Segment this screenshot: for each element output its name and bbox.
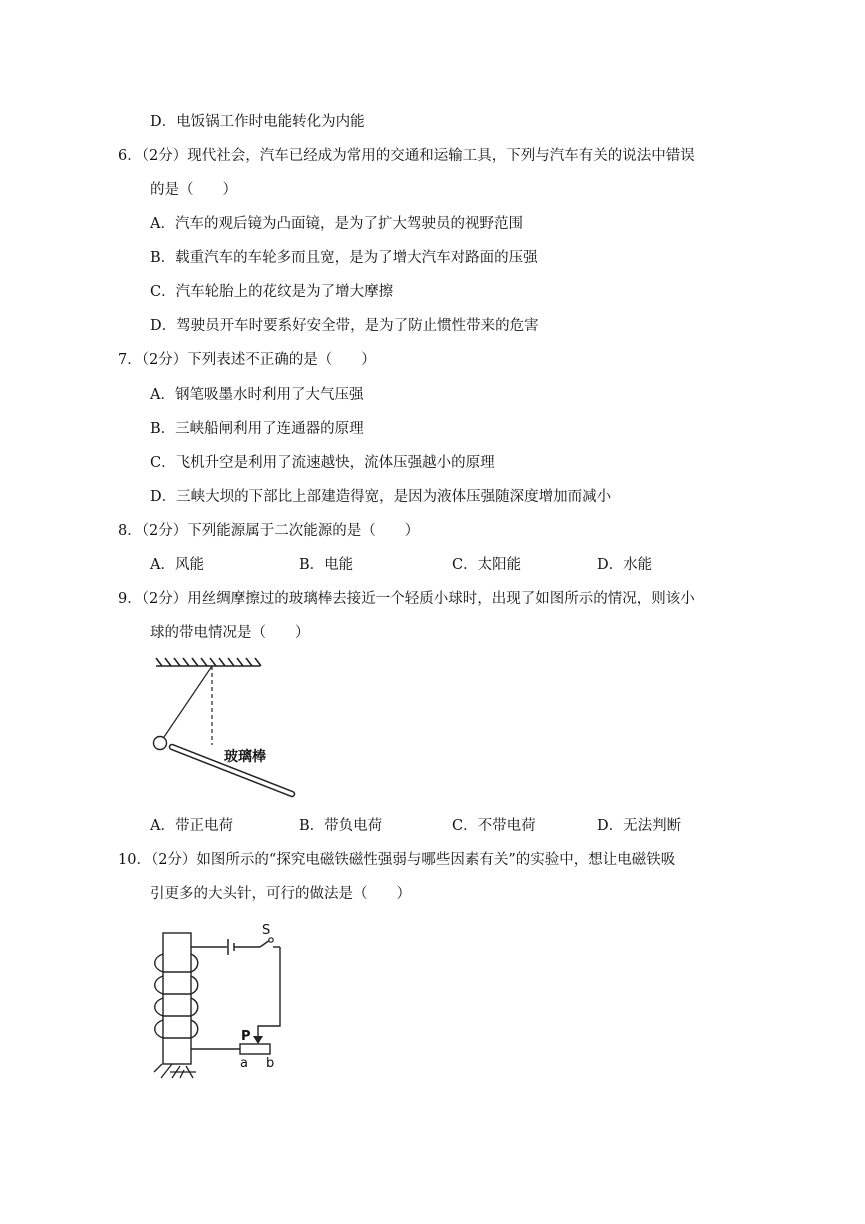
light-ball: [154, 737, 167, 750]
ground-hatch: [154, 1064, 196, 1078]
q8-option-b: B．电能: [299, 557, 354, 573]
switch-label: S: [262, 923, 271, 938]
q6-stem-line1: 6．（2分）现代社会，汽车已经成为常用的交通和运输工具，下列与汽车有关的说法中错误: [118, 148, 695, 164]
end-b-label: b: [266, 1056, 275, 1071]
q8-option-c: C．太阳能: [452, 557, 522, 573]
rheostat: [240, 1044, 270, 1054]
q6-stem-line2: 的是（ ）: [150, 182, 237, 198]
q9-stem-line2: 球的带电情况是（ ）: [150, 625, 310, 641]
q9-option-c: C．不带电荷: [452, 818, 536, 834]
q7-option-b: B．三峡船闸利用了连通器的原理: [150, 421, 364, 437]
suspension-thread: [164, 666, 212, 737]
q6-option-d: D．驾驶员开车时要系好安全带，是为了防止惯性带来的危害: [150, 318, 539, 334]
slider-label: P: [241, 1029, 251, 1044]
ceiling-hatch: [156, 658, 261, 666]
slider-p: [253, 1036, 263, 1044]
q5-option-d: D．电饭锅工作时电能转化为内能: [150, 114, 365, 130]
glass-rod-label: 玻璃棒: [224, 749, 266, 765]
q10-stem-line2: 引更多的大头针，可行的做法是（ ）: [150, 886, 411, 902]
q9-option-a: A．带正电荷: [150, 818, 233, 834]
q7-option-d: D．三峡大坝的下部比上部建造得宽，是因为液体压强随深度增加而减小: [150, 489, 612, 505]
iron-core: [163, 933, 191, 1064]
q9-option-d: D．无法判断: [597, 818, 682, 834]
switch-s: [260, 923, 280, 947]
q6-option-a: A．汽车的观后镜为凸面镜，是为了扩大驾驶员的视野范围: [150, 216, 523, 232]
q9-figure: [150, 655, 300, 805]
q10-electromagnet-circuit: [150, 920, 290, 1090]
q9-stem-line1: 9．（2分）用丝绸摩擦过的玻璃棒去接近一个轻质小球时，出现了如图所示的情况，则该小: [118, 591, 695, 607]
q10-stem-line1: 10．（2分）如图所示的“探究电磁铁磁性强弱与哪些因素有关”的实验中，想让电磁铁吸: [118, 852, 676, 868]
return-wire: [258, 947, 280, 1036]
q7-option-a: A．钢笔吸墨水时利用了大气压强: [150, 387, 364, 403]
q8-stem-line1: 8．（2分）下列能源属于二次能源的是（ ）: [118, 523, 420, 539]
q6-option-b: B．载重汽车的车轮多而且宽，是为了增大汽车对路面的压强: [150, 250, 538, 266]
q8-option-d: D．水能: [597, 557, 653, 573]
end-a-label: a: [240, 1056, 248, 1071]
q6-option-c: C．汽车轮胎上的花纹是为了增大摩擦: [150, 284, 394, 300]
q7-stem-line1: 7．（2分）下列表述不正确的是（ ）: [118, 352, 376, 368]
q8-option-a: A．风能: [150, 557, 204, 573]
q9-option-b: B．带负电荷: [299, 818, 383, 834]
battery: [228, 939, 234, 955]
q7-option-c: C．飞机升空是利用了流速越快，流体压强越小的原理: [150, 455, 495, 471]
